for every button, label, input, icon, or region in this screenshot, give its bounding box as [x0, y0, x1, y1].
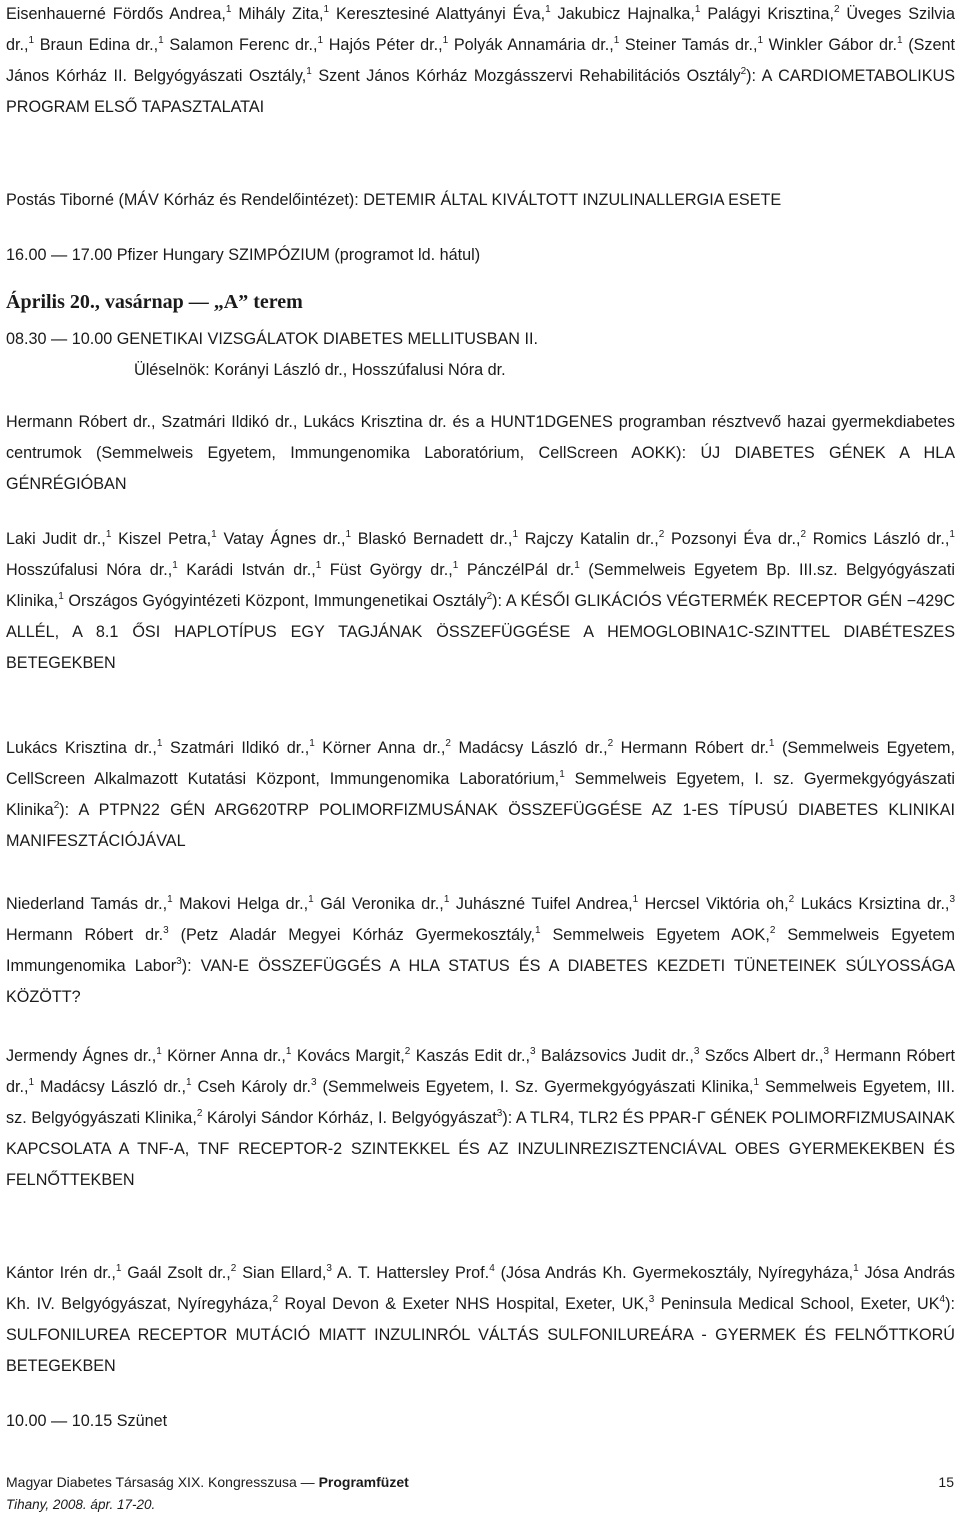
affiliation-index: 1 — [545, 4, 551, 15]
affiliation-index: 1 — [613, 35, 620, 46]
affiliation-index: 1 — [28, 1077, 35, 1088]
affiliation-index: 4 — [939, 1294, 946, 1305]
affiliation-index: 3 — [949, 894, 955, 905]
affiliation-index: 2 — [196, 1108, 203, 1119]
affiliation-index: 2 — [740, 66, 747, 77]
affiliation-index: 1 — [115, 1263, 122, 1274]
footer-date: Tihany, 2008. ápr. 17-20. — [6, 1497, 156, 1512]
affiliation-index: 1 — [309, 738, 315, 749]
affiliation-index: 3 — [693, 1046, 700, 1057]
affiliation-index: 1 — [512, 529, 518, 540]
affiliation-index: 1 — [753, 1077, 760, 1088]
affiliation-index: 1 — [158, 35, 164, 46]
affiliation-index: 2 — [53, 800, 60, 811]
footer-programme: Programfüzet — [318, 1474, 409, 1490]
affiliation-index: 1 — [211, 529, 217, 540]
affiliation-index: 2 — [272, 1294, 279, 1305]
affiliation-index: 1 — [694, 4, 701, 15]
footer-congress: Magyar Diabetes Társaság XIX. Kongresszusa — — [6, 1474, 319, 1490]
affiliation-index: 1 — [185, 1077, 192, 1088]
affiliation-index: 1 — [225, 4, 232, 15]
affiliation-index: 1 — [949, 529, 955, 540]
affiliation-index: 1 — [172, 560, 178, 571]
affiliation-index: 1 — [28, 35, 35, 46]
affiliation-index: 2 — [769, 925, 776, 936]
affiliation-index: 1 — [58, 591, 64, 602]
break-slot: 10.00 — 10.15 Szünet — [6, 1412, 168, 1430]
day-heading: Április 20., vasárnap — „A” terem — [6, 291, 303, 313]
affiliation-index: 1 — [345, 529, 352, 540]
page-number: 15 — [938, 1474, 954, 1490]
affiliation-index: 4 — [489, 1263, 495, 1274]
affiliation-index: 1 — [574, 560, 580, 571]
affiliation-index: 2 — [607, 738, 614, 749]
affiliation-index: 2 — [404, 1046, 411, 1057]
affiliation-index: 1 — [156, 738, 163, 749]
abstract-hla-genes: Hermann Róbert dr., Szatmári Ildikó dr., Lukács Krisztina dr. és a HUNT1DGENES programban résztvevő hazai gyermekdiabetes centrumok (Semmelweis Egyetem, Immungenomika Laboratórium, CellScreen AOKK): ÚJ DIABETES GÉNEK A HLA GÉNRÉGIÓBAN — [6, 413, 955, 493]
affiliation-index: 2 — [800, 529, 807, 540]
page-footer — [6, 1472, 954, 1492]
affiliation-index: 2 — [833, 4, 840, 15]
affiliation-index: 1 — [442, 35, 449, 46]
abstract-sulfonylurea: Kántor Irén dr.,$^1$ Gaál Zsolt dr.,$^2$ Sian Ellard,$^3$ A. T. Hattersley Prof.$^4$ (Jósa András Kh. Gyermekosztály, Nyíregyháza,$^1$ Jósa András Kh. IV. Belgyógyászat, Nyíregyháza,$^2$ Royal Devon & Exeter NHS Hospital, Exeter, UK,$^3$ Peninsula Medical School, Exeter, $UK^4$): SULFONILUREA RECEPTOR MUTÁCIÓ MIATT INZULINRÓL VÁLTÁS SULFONILUREÁRA - GYERMEK ÉS FELNŐTTKORÚ BETEGEKBEN — [6, 1263, 955, 1375]
affiliation-index: 1 — [853, 1263, 859, 1274]
affiliation-index: 3 — [163, 925, 169, 936]
affiliation-index: 1 — [105, 529, 112, 540]
affiliation-index: 2 — [486, 591, 493, 602]
affiliation-index: 2 — [658, 529, 665, 540]
abstract-hla-status: Niederland Tamás dr.,$^1$ Makovi Helga dr.,$^1$ Gál Veronika dr.,$^1$ Juhászné Tuifel Andrea,$^1$ Hercsel Viktória oh,$^2$ Lukács Krsiztina dr.,$^3$ Hermann Róbert dr.$^3$ (Petz Aladár Megyei Kórház Gyermekosztály,$^1$ Semmelweis Egyetem AOK,$^2$ Semmelweis Egyetem Immungenomika Labor$^3$): VAN-E ÖSSZEFÜGGÉS A HLA STATUS ÉS A DIABETES KEZDETI TÜNETEINEK SÚLYOSSÁGA KÖZÖTT? — [6, 894, 956, 1006]
affiliation-index: 3 — [648, 1294, 655, 1305]
affiliation-index: 2 — [445, 738, 451, 749]
affiliation-index: 1 — [632, 894, 639, 905]
affiliation-index: 3 — [496, 1108, 503, 1119]
affiliation-index: 3 — [311, 1077, 317, 1088]
abstract-cardiometabolic: Eisenhauerné Fördős Andrea,$^1$ Mihály Zita,$^1$ Keresztesiné Alattyányi Éva,$^1$ Jakubicz Hajnalka,$^1$ Palágyi Krisztina,$^2$ Üveges Szilvia dr.,$^1$ Braun Edina dr.,$^1$ Salamon Ferenc dr.,$^1$ Hajós Péter dr.,$^1$ Polyák Annamária dr.,$^1$ Steiner Tamás dr.,$^1$ Winkler Gábor dr.$^1$ (Szent János Kórház II. Belgyógyászati Osztály,$^1$ Szent János Kórház Mozgásszervi Rehabilitációs Osztály$^2$): A CARDIOMETABOLIKUS PROGRAM ELSŐ TAPASZTALATAI — [6, 4, 956, 116]
abstract-rage-gene: Laki Judit dr.,$^1$ Kiszel Petra,$^1$ Vatay Ágnes dr.,$^1$ Blaskó Bernadett dr.,$^1$ Rajczy Katalin dr.,$^2$ Pozsonyi Éva dr.,$^2$ Romics László dr.,$^1$ Hosszúfalusi Nóra dr.,$^1$ Karádi István dr.,$^1$ Füst György dr.,$^1$ PánczélPál dr.$^1$ (Semmelweis Egyetem Bp. III.sz. Belgyógyászati Klinika,$^1$ Országos Gyógyintézeti Központ, Immungenetikai Osztály$^2$): A KÉSŐI GLIKÁCIÓS VÉGTERMÉK RECEPTOR GÉN −429C ALLÉL, A 8.1 ŐSI HAPLOTÍPUS EGY TAGJÁNAK ÖSSZEFÜGGÉSE A HEMOGLOBINA1C-SZINTTEL DIABÉTESZES BETEGEKBEN — [6, 529, 956, 672]
affiliation-index: 1 — [317, 35, 324, 46]
affiliation-index: 1 — [757, 35, 764, 46]
affiliation-index: 1 — [896, 35, 903, 46]
affiliation-index: 1 — [156, 1046, 162, 1057]
affiliation-index: 1 — [559, 769, 565, 780]
abstract-ptpn22: Lukács Krisztina dr.,$^1$ Szatmári Ildikó dr.,$^1$ Körner Anna dr.,$^2$ Madácsy László dr.,$^2$ Hermann Róbert dr.$^1$ (Semmelweis Egyetem, CellScreen Alkalmazott Kutatási Központ, Immungenomika Laboratórium,$^1$ Semmelweis Egyetem, I. sz. Gyermekgyógyászati Klinika$^2$): A PTPN22 GÉN ARG620TRP POLIMORFIZMUSÁNAK ÖSSZEFÜGGÉSE AZ 1-ES TÍPUSÚ DIABETES KLINIKAI MANIFESZTÁCIÓJÁVAL — [6, 738, 956, 850]
affiliation-index: 1 — [306, 66, 312, 77]
affiliation-index: 3 — [823, 1046, 830, 1057]
affiliation-index: 1 — [308, 894, 314, 905]
affiliation-index: 1 — [443, 894, 450, 905]
abstract-tlr-polymorphisms: Jermendy Ágnes dr.,$^1$ Körner Anna dr.,$^1$ Kovács Margit,$^2$ Kaszás Edit dr.,$^3$ Balázsovics Judit dr.,$^3$ Szőcs Albert dr.,$^3$ Hermann Róbert dr.,$^1$ Madácsy László dr.,$^1$ Cseh Károly dr.$^3$ (Semmelweis Egyetem, I. Sz. Gyermekgyógyászati Klinika,$^1$ Semmelweis Egyetem, III. sz. Belgyógyászati Klinika,$^2$ Károlyi Sándor Kórház, I. Belgyógyászat$^3$): A TLR4, TLR2 ÉS PPAR-Γ GÉNEK POLIMORFIZMUSAINAK KAPCSOLATA A TNF-A, TNF RECEPTOR-2 SZINTEKKEL ÉS AZ INZULINREZISZTENCIÁVAL OBES GYERMEKEKBEN ÉS FELNŐTTEKBEN — [6, 1046, 955, 1189]
affiliation-index: 2 — [230, 1263, 237, 1274]
affiliation-index: 1 — [534, 925, 541, 936]
affiliation-index: 1 — [768, 738, 775, 749]
affiliation-index: 1 — [452, 560, 459, 571]
abstract-detemir-allergy: Postás Tiborné (MÁV Kórház és Rendelőintézet): DETEMIR ÁLTAL KIVÁLTOTT INZULINALLERGIA ESETE — [6, 191, 782, 209]
affiliation-index: 3 — [326, 1263, 332, 1274]
affiliation-index: 2 — [788, 894, 795, 905]
affiliation-index: 3 — [529, 1046, 536, 1057]
affiliation-index: 3 — [176, 956, 182, 967]
session-pfizer-symposium: 16.00 — 17.00 Pfizer Hungary SZIMPÓZIUM (programot ld. hátul) — [6, 246, 481, 264]
affiliation-index: 1 — [167, 894, 173, 905]
affiliation-index: 1 — [323, 4, 330, 15]
session-chairs: Üléselnök: Korányi László dr., Hosszúfalusi Nóra dr. — [134, 361, 506, 379]
affiliation-index: 1 — [315, 560, 322, 571]
session-genetics-title: 08.30 — 10.00 GENETIKAI VIZSGÁLATOK DIABETES MELLITUSBAN II. — [6, 330, 538, 348]
affiliation-index: 1 — [285, 1046, 292, 1057]
